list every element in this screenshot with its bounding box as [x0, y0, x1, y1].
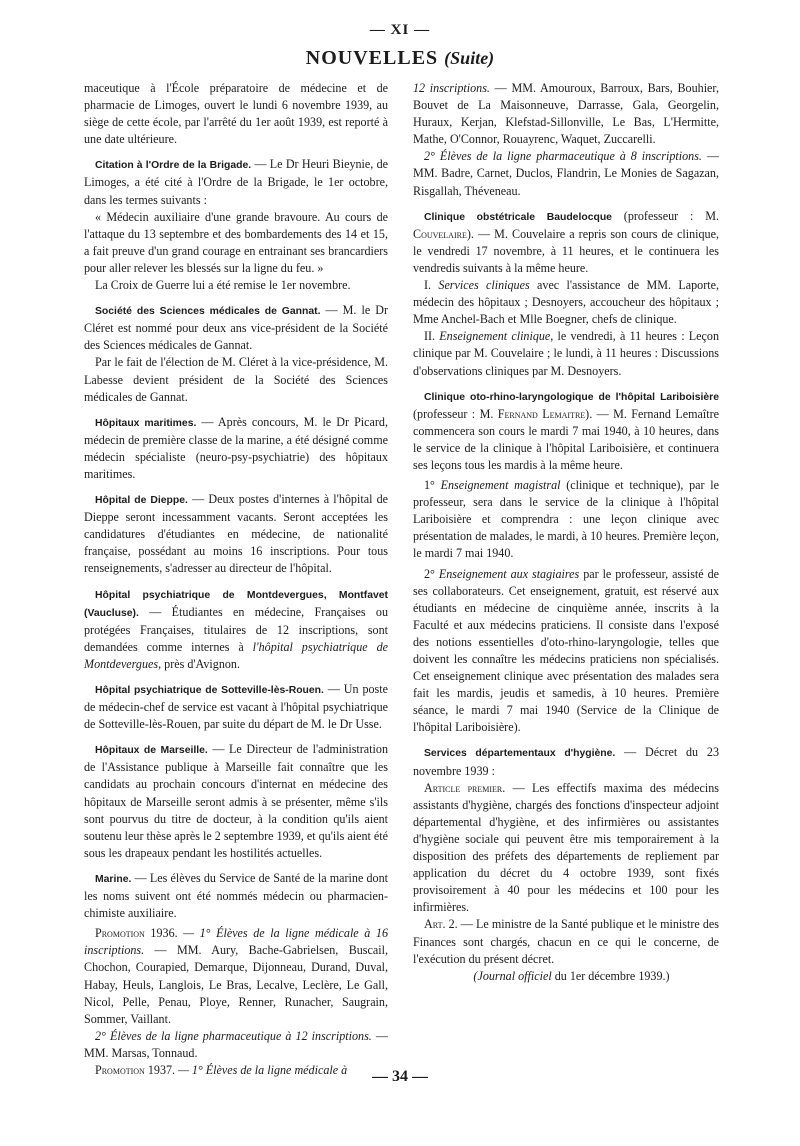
paragraph-text: , près d'Avignon.	[158, 656, 241, 671]
paragraph-text: ). — M. Couvelaire a repris son cours de clinique, le vendredi 17 novembre, à 11 heures, et le continuera les vendredis suivants à la même heure.	[413, 226, 719, 275]
rubric-heading: Hôpital psychiatrique de Sotteville-lès-Rouen.	[95, 685, 324, 696]
rubric-heading: Clinique obstétricale Baudelocque	[424, 211, 612, 223]
gannat-paragraph	[84, 302, 388, 354]
source-citation	[413, 968, 719, 985]
right-column	[413, 80, 719, 985]
article-1-paragraph	[413, 780, 719, 917]
paragraph-text: — Étudiantes en médecine, Françaises ou protégées Françaises, titulaires de 12 inscriptions, sont demandées comme internes à	[84, 604, 388, 654]
paragraph: La Croix de Guerre lui a été remise le 1er novembre.	[95, 278, 351, 293]
paragraph-text: avec l'assistance de MM. Laporte, médecin des hôpitaux ; Desnoyers, accoucheur des hôpitaux ; Mme Anchel-Bach et Mlle Boegner, chefs de clinique.	[413, 278, 719, 327]
italic-text: — 1° Élèves de la ligne médicale à 16 inscriptions.	[84, 926, 389, 958]
professor-name: Fernand Lemaitre	[497, 406, 586, 421]
sotteville-paragraph	[84, 681, 388, 733]
item-number: 2°	[424, 566, 439, 581]
paragraph: maceutique à l'École préparatoire de médecine et de pharmacie de Limoges, ouvert le lundi 6 novembre 1939, au siège de cette école, par l'arrêté du 1er août 1939, est reporté à une date ultérieure.	[84, 81, 388, 147]
italic-text: Services cliniques	[438, 278, 530, 293]
paragraph-text: — Le Directeur de l'administration de l'Assistance publique à Marseille fait connaître que les candidats au prochain concours d'internat en médecine des hôpitaux de Marseille seront admis à se présenter, même s'ils sont pourvus du titre de docteur, à la condition qu'ils aient soutenu leur thèse après le 2 septembre 1939, et qu'ils aient été sous les drapeaux pendant les hostilités actuelles.	[84, 742, 388, 860]
names-list: — MM. Aury, Bache-Gabrielsen, Buscail, Chochon, Courapied, Demarque, Dijonneau, Durand, Duval, Habay, Heuls, Langlois, Le Bras, Lecalve, Leclère, Le Gall, Nicol, Pelle, Penau, Ploye, Renner, Runacher, Saugrain, Sommer, Vaillant.	[84, 943, 388, 1026]
promotion-1936-pharma-paragraph	[84, 1028, 388, 1062]
professor-name: Couvelaire	[413, 226, 467, 241]
paragraph-text: — Le ministre de la Santé publique et le ministre des Finances sont chargés, chacun en ce qui le concerne, de l'exécution du présent décret.	[413, 917, 719, 966]
rubric-heading: Hôpital de Dieppe.	[95, 495, 188, 507]
section-title	[0, 47, 800, 70]
paragraph-text: — Le Dr Heuri Bieynie, de Limoges, a été cité à l'Ordre de la Brigade, le 1er octobre, dans les termes suivants :	[84, 157, 388, 207]
citation-paragraph	[84, 156, 388, 208]
italic-text: — 1° Élèves de la ligne médicale à	[175, 1062, 348, 1077]
paragraph-text: — Décret du 23 novembre 1939 :	[413, 745, 719, 778]
rubric-heading: Services départementaux d'hygiène.	[424, 748, 616, 760]
baudelocque-paragraph	[413, 208, 719, 277]
rubric-heading: Clinique oto-rhino-laryngologique de l'hôpital Lariboisière	[424, 391, 719, 403]
rubric-heading: Marine.	[95, 873, 132, 885]
paragraph-text: — Deux postes d'internes à l'hôpital de Dieppe seront incessamment vacants. Seront acceptées les candidatures d'étudiantes en médecine, de nationalité française, possédant au moins 16 inscriptions. Pour tous renseignements, s'adresser au directeur de l'hôpital.	[84, 492, 389, 576]
italic-text: 2° Élèves de la ligne pharmaceutique à 8 inscriptions.	[424, 149, 702, 164]
article-label: Article premier.	[424, 780, 506, 795]
paragraph-text: par le professeur, assisté de ses collaborateurs. Cet enseignement, gratuit, est réservé aux étudiants en médecine de cinquième année, inscrits à la Faculté et aux médecins praticiens. Il consiste dans l'exposé des notions essentielles d'oto-rhino-laryngologie, telles que doivent les connaître les médecins praticiens non spécialisés. Cet enseignement clinique avec présentation des malades sera fait les mardis, jeudis et samedis, à 10 heures. Première séance, le mardi 7 mai 1940 (Service de la Clinique de l'hôpital Lariboisière).	[413, 566, 720, 735]
rubric-heading: Citation à l'Ordre de la Brigade.	[95, 160, 252, 172]
rubric-heading: Hôpitaux maritimes.	[95, 417, 197, 429]
marine-paragraph	[84, 870, 388, 922]
italic-text: 12 inscriptions.	[413, 81, 490, 95]
paragraph-text: le vendredi, à 11 heures : Leçon clinique par M. Couvelaire ; le lundi, à 11 heures : Discussions d'observations cliniques par M. Desnoyers.	[413, 329, 719, 378]
item-number: I.	[424, 278, 439, 293]
paragraph-text: (clinique et technique), par le professeur, sera dans le service de la clinique à l'hôpital Lariboisière et comprendra : une leçon clinique avec présentation de malades, le mardi, à 10 heures. Première leçon, le mardi 7 mai 1940.	[413, 478, 719, 561]
page-number: — 34 —	[372, 1068, 428, 1085]
rubric-heading: Hôpitaux de Marseille.	[95, 745, 208, 757]
italic-text: 2° Élèves de la ligne pharmaceutique à 12 inscriptions.	[95, 1028, 372, 1043]
dieppe-paragraph	[84, 491, 388, 577]
promotion-label: Promotion 1936.	[95, 926, 178, 941]
orl-paragraph	[413, 388, 719, 474]
names-list: — MM. Badre, Carnet, Duclos, Flandrin, Le Monies de Sagazan, Risgallah, Théveneau.	[413, 149, 719, 198]
title-main: NOUVELLES	[305, 47, 439, 69]
item-number: II.	[424, 329, 440, 344]
rubric-heading: Hôpital psychiatrique de Montdevergues, Montfavet (Vaucluse).	[84, 589, 388, 619]
promotion-1936-paragraph	[84, 925, 388, 1028]
promotion-label: Promotion 1937.	[95, 1062, 176, 1077]
article-2-paragraph	[413, 916, 719, 967]
montdevergues-paragraph	[84, 586, 388, 673]
paragraph	[413, 148, 719, 199]
rubric-heading: Société des Sciences médicales de Gannat.	[95, 306, 321, 318]
left-column	[84, 80, 388, 1079]
paragraph-text: — Les effectifs maxima des médecins assistants d'hygiène, chargés des fonctions d'inspecteur adjoint départemental d'hygiène, et des infirmières ou assistantes d'hygiène sociale qui peuvent être mis temporairement à la disposition des préfets des départements de repliement par application du décret du 4 octobre 1939, sont fixés provisoirement à 40 pour les médecins et 100 pour les infirmières.	[413, 780, 719, 915]
quote-paragraph: « Médecin auxiliaire d'une grande bravoure. Au cours de l'attaque du 13 septembre et des bombardements des 14 et 15, a fait preuve d'un grand courage en entrainant ses brancardiers pour aller relever les blessés sur la ligne du feu. »	[84, 209, 388, 275]
paragraph-text: (professeur : M.	[611, 208, 719, 223]
paragraph-text: ). — M. Fernand Lemaître commencera son cours le mardi 7 mai 1940, à 10 heures, dans le service de la clinique à l'hôpital Lariboisière, et continuera ses leçons tous les mardis à la même heure.	[413, 406, 719, 472]
paragraph-text: — Après concours, M. le Dr Picard, médecin de première classe de la marine, a été désigné comme médecin spécialiste (neuro-psy-psychiatrie) des hôpitaux maritimes.	[84, 414, 388, 481]
paragraph: Par le fait de l'élection de M. Cléret à la vice-présidence, M. Labesse devient président de la Société des Sciences médicales de Gannat.	[84, 355, 388, 404]
paragraph	[413, 566, 719, 737]
paragraph-text: — Les élèves du Service de Santé de la marine dont les noms suivent ont été nommés médecin ou pharmacien-chimiste auxiliaire.	[84, 870, 388, 921]
paragraph	[413, 328, 719, 379]
marseille-paragraph	[84, 741, 388, 862]
article-label: Art. 2.	[424, 917, 458, 932]
italic-text: Enseignement magistral	[440, 478, 561, 493]
paragraph-text: — Un poste de médecin-chef de service est vacant à l'hôpital psychiatrique de Sotteville-lès-Rouen, par suite du départ de M. le Dr Usse.	[84, 682, 388, 732]
italic-text: Enseignement clinique,	[439, 329, 554, 344]
names-list: — MM. Marsas, Tonnaud.	[84, 1028, 388, 1060]
italic-text: (Journal officiel	[473, 968, 552, 983]
maritimes-paragraph	[84, 414, 388, 483]
paragraph	[413, 477, 719, 562]
paragraph-text: (professeur : M.	[413, 406, 498, 421]
paragraph	[413, 80, 719, 148]
item-number: 1°	[424, 478, 441, 493]
paragraph-text: — M. le Dr Cléret est nommé pour deux ans vice-président de la Société des Sciences médicales de Gannat.	[84, 303, 389, 353]
paragraph-text: du 1er décembre 1939.)	[551, 968, 670, 983]
title-suite: (Suite)	[444, 48, 495, 68]
paragraph	[413, 277, 719, 328]
names-list: — MM. Amouroux, Barroux, Bars, Bouhier, Bouvet de La Maisonneuve, Darrasse, Gala, Georgelin, Huraux, Kerjan, Klefstad-Sillonville, Le Bas, L'Hermitte, Mathe, O'Connor, Rouayrenc, Waquet, Zuccarelli.	[413, 81, 719, 147]
italic-text: Enseignement aux stagiaires	[438, 566, 580, 581]
roman-page-number: — XI —	[369, 22, 431, 38]
italic-text: l'hôpital psychiatrique de Montdevergues	[84, 639, 388, 671]
hygiene-paragraph	[413, 744, 719, 779]
